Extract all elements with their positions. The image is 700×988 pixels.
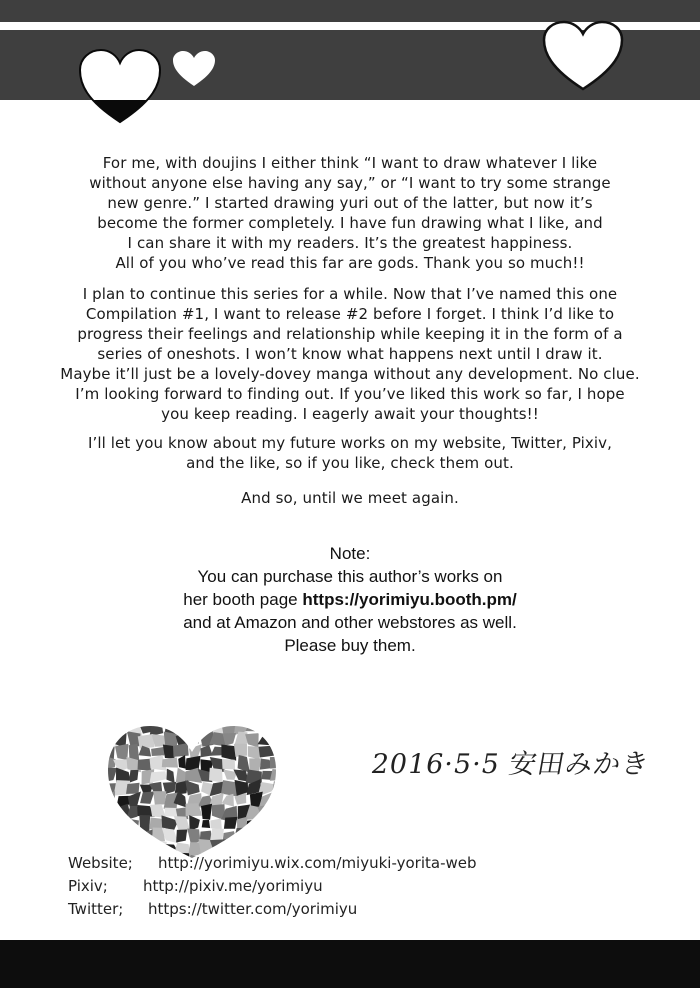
twitter-row [68,898,477,921]
mosaic-heart-image [104,722,280,862]
signature-date: 2016·5·5 安田みかき [368,749,653,780]
author-links [68,852,477,921]
heart-icon-left [78,48,162,126]
note-line-4: Please buy them. [284,636,416,655]
pixiv-label: Pixiv; [68,877,108,895]
pixiv-link[interactable]: http://pixiv.me/yorimiyu [143,877,323,895]
heart-icon-small [172,50,216,88]
twitter-label: Twitter; [68,900,124,918]
website-row [68,852,477,875]
afterword-paragraph-2: I plan to continue this series for a while. Now that I’ve named this one Compilation #1, I want to release #2 before I forget. I think I’d like to progress their feelings and relationship while keeping it in the form of a series of oneshots. I won’t know what happens next until I draw it. Maybe it’ll just be a lovely-dovey manga without any development. No clue. I’m looking forward to finding out. If you’ve liked this work so far, I hope you keep reading. I eagerly await your thoughts!! [60,285,640,423]
website-link[interactable]: http://yorimiyu.wix.com/miyuki-yorita-web [158,854,477,872]
booth-url-link[interactable]: https://yorimiyu.booth.pm/ [302,590,517,609]
closing-line: And so, until we meet again. [241,489,459,507]
note-line-2: her booth page https://yorimiyu.booth.pm/ [183,590,517,609]
afterword-paragraph-3: I’ll let you know about my future works on my website, Twitter, Pixiv, and the like, so if you like, check them out. [87,434,612,472]
website-label: Website; [68,854,133,872]
note-heading: Note: [329,544,371,563]
bottom-border [0,940,700,988]
afterword-paragraph-1: For me, with doujins I either think “I want to draw whatever I like without anyone else having any say,” or “I want to try some strange new genre.” I started drawing yuri out of the latter, but now it’s become the former completely. I have fun drawing what I like, and I can share it with my readers. It’s the greatest happiness. All of you who’ve read this far are gods. Thank you so much!! [89,154,611,272]
pixiv-row [68,875,477,898]
note-line-3: and at Amazon and other webstores as well. [183,613,517,632]
note-line-1: You can purchase this author’s works on [197,567,503,586]
twitter-link[interactable]: https://twitter.com/yorimiyu [148,900,358,918]
purchase-note [20,542,680,657]
top-border-thin [0,0,700,22]
heart-icon-right [542,20,624,92]
